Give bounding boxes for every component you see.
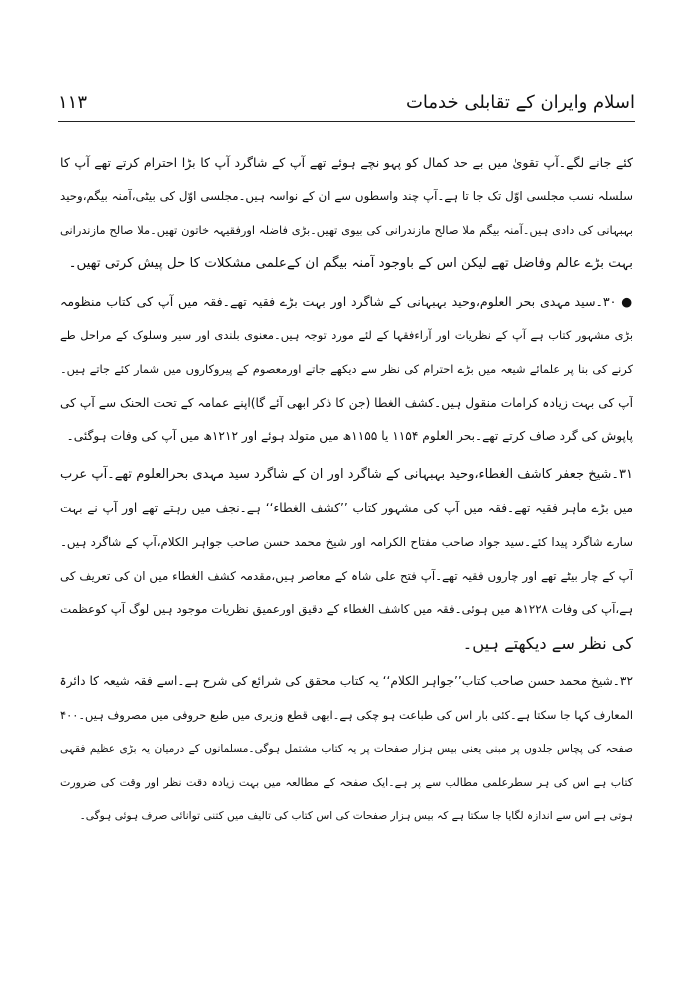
paragraph-2 (60, 285, 633, 454)
running-header (58, 88, 635, 118)
paragraph-1 (60, 146, 633, 281)
page-number: ۱۱۳ (58, 92, 88, 113)
text-line: ● ۳۰۔سید مہدی بحر العلوم،وحید بہبہانی کے شاگرد اور بہت بڑے فقیہ تھے۔فقہ میں آپ کی کتاب منظومہ (60, 294, 633, 310)
text-line: ہوتی ہے اس سے اندازہ لگایا جا سکتا ہے کہ بیس ہزار صفحات کی اس کتاب کی تالیف میں کتنی توانائی صرف ہوئی ہوگی۔ (79, 810, 633, 823)
text-line: بہت بڑے عالم وفاضل تھے لیکن اس کے باوجود آمنہ بیگم ان کےعلمی مشکلات کا حل پیش کرتی تھیں۔ (68, 256, 633, 272)
text-line: بہبہانی کی دادی ہیں۔آمنہ بیگم ملا صالح مازندرانی کی بیوی تھیں۔بڑی فاضلہ اورفقیہہ خاتون تھیں۔ملا صالح مازندرانی (60, 222, 633, 237)
paragraph-3 (60, 458, 633, 661)
text-line: سارے شاگرد پیدا کئے۔سید جواد صاحب مفتاح الکرامہ اور شیخ محمد حسن صاحب جواہر الکلام،آپ کے شاگرد ہیں۔ (60, 534, 633, 549)
text-line: میں بڑے ماہر فقیہ تھے۔فقہ میں آپ کی مشہور کتاب ’’کشف الغطاء‘‘ ہے۔نجف میں رہتے تھے اور آپ نے بہت (60, 500, 633, 515)
text-line: پاپوش کی گرد صاف کرتے تھے۔بحر العلوم ۱۱۵۴ یا ۱۱۵۵ھ میں متولد ہوئے اور ۱۲۱۲ھ میں آپ کی وفات ہوگئی۔ (66, 429, 633, 444)
text-line: آپ کی بہت زیادہ کرامات منقول ہیں۔کشف الغطا (جن کا ذکر ابھی آئے گا)اپنے عمامہ کے تحت الحنک سے آپ کی (60, 395, 633, 410)
paragraph-4 (60, 665, 633, 834)
header-rule (58, 121, 635, 122)
text-line: ۳۱۔شیخ جعفر کاشف الغطاء،وحید بہبہانی کے شاگرد اور ان کے شاگرد سید مہدی بحرالعلوم تھے۔آپ عرب (60, 467, 633, 483)
text-line: المعارف کہا جا سکتا ہے۔کئی بار اس کی طباعت ہو چکی ہے۔ابھی قطع وزیری میں طبع حروفی میں مصروف ہیں۔۴۰۰ (60, 707, 633, 722)
text-line: صفحہ کی پچاس جلدوں پر مبنی یعنی بیس ہزار صفحات پر یہ کتاب مشتمل ہوگی۔مسلمانوں کے درمیان یہ بڑی عظیم فقہی (60, 742, 633, 755)
text-line: ہے،آپ کی وفات ۱۲۲۸ھ میں ہوئی۔فقہ میں کاشف الغطاء کے دقیق اورعمیق نظریات موجود ہیں لوگ آپ کوعظمت (60, 602, 633, 617)
text-line: کرنے کی بنا پر علمائے شیعہ میں بڑے احترام کی نظر سے دیکھے جاتے اورمعصوم کے پیروکاروں میں شمار کئے جاتے ہیں۔ (60, 361, 633, 376)
header-title: اسلام وایران کے تقابلی خدمات (405, 92, 635, 113)
body-text (60, 146, 633, 838)
text-line: بڑی مشہور کتاب ہے آپ کے نظریات اور آراءفقہا کے لئے مورد توجہ ہیں۔معنوی بلندی اور سیر وسلوک کے مراحل طے (60, 327, 633, 342)
text-line: آپ کے چار بیٹے تھے اور چاروں فقیہ تھے۔آپ فتح علی شاہ کے معاصر ہیں،مقدمہ کشف الغطاء میں ان کی تعریف کی (60, 568, 633, 583)
text-line: سلسلہ نسب مجلسی اوّل تک جا تا ہے۔آپ چند واسطوں سے ان کے نواسہ ہیں۔مجلسی اوّل کی بیٹی،آمنہ بیگم،وحید (60, 188, 633, 203)
text-line: کئے جانے لگے۔آپ تقویٰ میں بے حد کمال کو پہو نچے ہوئے تھے آپ کے شاگرد آپ کا بڑا احترام کرتے تھے آپ کا (60, 155, 633, 170)
text-line: ۳۲۔شیخ محمد حسن صاحب کتاب’’جواہر الکلام‘‘ یہ کتاب محقق کی شرائع کی شرح ہے۔اسے فقہ شیعہ کا دائرۃ (60, 673, 633, 688)
text-line: کی نظر سے دیکھتے ہیں۔ (462, 634, 633, 654)
text-line: کتاب ہے اس کی ہر سطرعلمی مطالب سے پر ہے۔ایک صفحہ کے مطالعہ میں بہت زیادہ دقت نظر اور وقت کی ضرورت (60, 776, 633, 790)
